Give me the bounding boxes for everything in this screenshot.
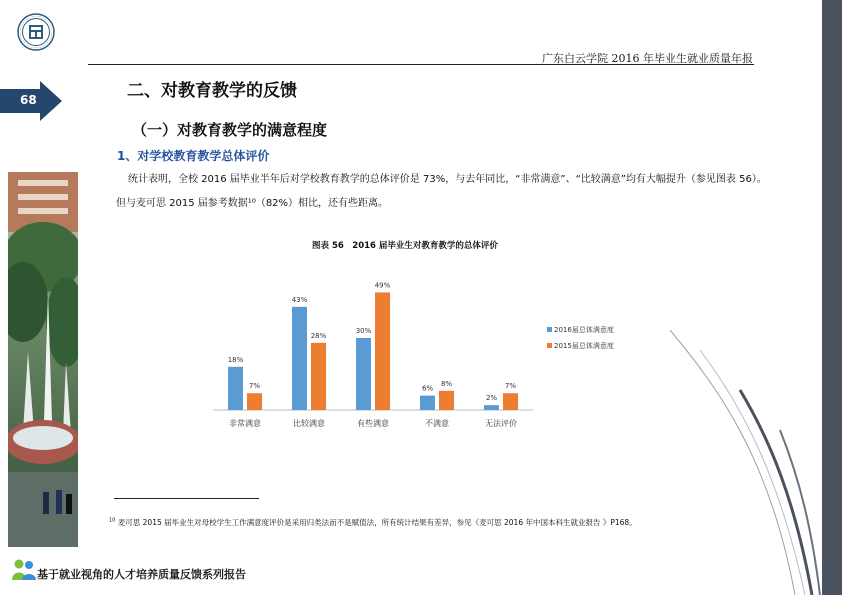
data-label: 7%: [504, 382, 517, 391]
bar-2016-0: [228, 367, 243, 410]
bar-2015-0: [247, 393, 262, 410]
data-label: 30%: [355, 327, 372, 335]
data-label: 18%: [227, 355, 244, 364]
bar-2015-3: [439, 391, 454, 410]
footnote: [109, 517, 637, 528]
category-tick-label: 不满意: [425, 419, 449, 428]
data-label: 6%: [421, 384, 434, 393]
bar-2016-2: [356, 338, 371, 410]
data-label: 2%: [485, 394, 498, 403]
footnote-text: 麦可思 2015 届毕业生对母校学生工作满意度评价是采用归类法而不是赋值法，所有统计结果有差异，参见《麦可思 2016 年中国本科生就业报告 》P168。: [117, 518, 637, 527]
legend-label: 2016届总体满意度: [554, 326, 614, 334]
campus-fountain-photo: [8, 172, 78, 547]
report-header-title: 广东白云学院 2016 年毕业生就业质量年报: [542, 52, 753, 65]
bar-2015-1: [311, 343, 326, 410]
data-label: 43%: [291, 295, 308, 304]
data-label: 7%: [248, 382, 261, 391]
subsection-heading: （一）对教育教学的满意程度: [132, 121, 328, 139]
section-heading: 二、对教育教学的反馈: [127, 81, 297, 101]
page-number: 68: [20, 93, 37, 107]
legend-label: 2015届总体满意度: [554, 342, 614, 350]
footnote-marker: 10: [109, 517, 116, 524]
data-label: 28%: [310, 331, 327, 340]
legend-swatch: [547, 327, 552, 332]
body-paragraph: 统计表明，全校 2016 届毕业半年后对学校教育教学的总体评价是 73%，与去年同比，“非常满意”、“比较满意”均有大幅提升（参见图表 56）。但与麦可思 2015 届参考数据¹⁰（82%）相比，还有些距离。: [116, 174, 767, 209]
data-label: 49%: [374, 281, 391, 290]
footer-series-title: 基于就业视角的人才培养质量反馈系列报告: [37, 568, 246, 581]
bar-2016-3: [420, 396, 435, 410]
bar-2016-1: [292, 307, 307, 410]
decorative-swoosh-lines: [660, 330, 822, 595]
category-tick-label: 比较满意: [293, 419, 325, 428]
data-label: 8%: [440, 379, 453, 388]
satisfaction-bar-chart: [205, 262, 655, 437]
chart-title: 图表 56 2016 届毕业生对教育教学的总体评价: [312, 241, 498, 251]
bar-2016-4: [484, 405, 499, 410]
right-edge-band: [822, 0, 842, 595]
topic-heading: 1、对学校教育教学总体评价: [117, 149, 270, 163]
category-tick-label: 非常满意: [229, 419, 261, 428]
bar-2015-4: [503, 393, 518, 410]
bar-2015-2: [375, 292, 390, 410]
legend-swatch: [547, 343, 552, 348]
header-divider: [88, 64, 754, 65]
people-icon: [11, 556, 37, 582]
university-logo: [17, 13, 55, 51]
category-tick-label: 无法评价: [485, 419, 517, 428]
footnote-divider: [114, 498, 259, 499]
category-tick-label: 有些满意: [357, 419, 389, 428]
